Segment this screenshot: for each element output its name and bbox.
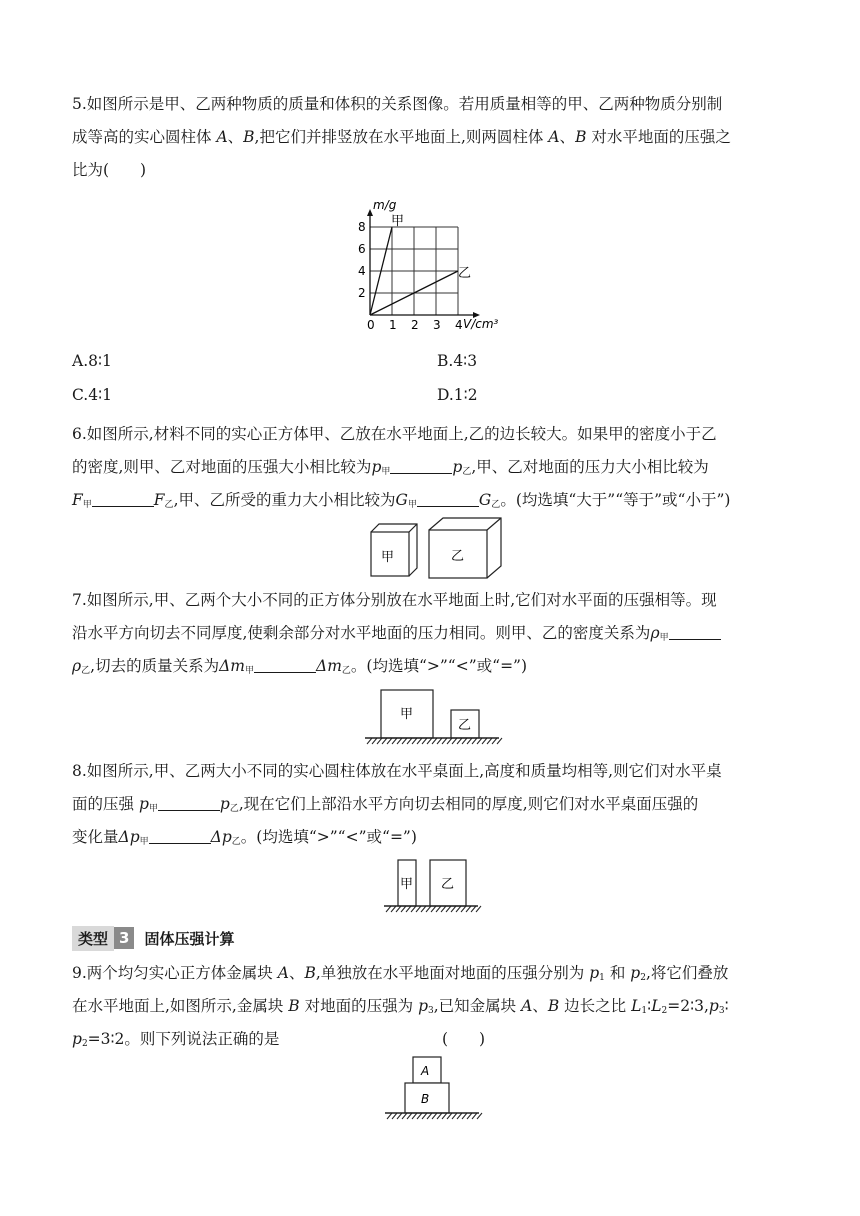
mass-volume-chart xyxy=(345,195,505,340)
hatch-line xyxy=(397,1113,402,1119)
q5-option-c[interactable]: C.4∶1 xyxy=(72,386,112,404)
hatch-line xyxy=(441,906,446,912)
hatch-line xyxy=(407,1113,412,1119)
q8-figure xyxy=(382,858,482,916)
cube-label-yi: 乙 xyxy=(451,549,465,564)
q8-line1: 8.如图所示,甲、乙两大小不同的实心圆柱体放在水平桌面上,高度和质量均相等,则它们对水平桌 xyxy=(72,762,722,780)
block-label-yi: 乙 xyxy=(458,718,472,733)
y-tick-label: 6 xyxy=(358,242,366,256)
q7-figure xyxy=(363,688,503,746)
hatch-line xyxy=(482,738,487,744)
hatch-line xyxy=(462,738,467,744)
q9-line2: 在水平地面上,如图所示,金属块 B 对地面的压强为 $p_3$,已知金属块 A、B 边长之比 $L_1∶L_2=2∶3,p_3∶$ xyxy=(72,997,729,1016)
y-tick-label: 2 xyxy=(358,286,366,300)
hatch-line xyxy=(412,1113,417,1119)
hatch-line xyxy=(456,906,461,912)
hatch-line xyxy=(386,906,391,912)
section-label: 类型 xyxy=(72,926,114,951)
hatch-line xyxy=(426,906,431,912)
ground-hatch xyxy=(387,1113,482,1119)
hatch-line xyxy=(452,738,457,744)
q5-line3: 比为( ) xyxy=(72,161,147,179)
hatch-line xyxy=(451,906,456,912)
cylinder-label-jia: 甲 xyxy=(400,877,414,892)
hatch-line xyxy=(497,738,502,744)
q7-line3: $\rho_乙$,切去的质量关系为$\Delta m_甲$ $\Delta m_乙$。(均选填“>”“<”或“=”) xyxy=(72,657,528,676)
hatch-line xyxy=(452,1113,457,1119)
x-tick-label: 1 xyxy=(389,318,397,332)
hatch-line xyxy=(476,906,481,912)
hatch-line xyxy=(442,1113,447,1119)
hatch-line xyxy=(477,1113,482,1119)
q6-blank-2[interactable] xyxy=(92,492,154,507)
x-tick-label: 3 xyxy=(433,318,441,332)
hatch-line xyxy=(447,1113,452,1119)
y-tick-label: 8 xyxy=(358,220,366,234)
cylinder-label-yi: 乙 xyxy=(441,877,455,892)
hatch-line xyxy=(487,738,492,744)
x-tick-label: 2 xyxy=(411,318,419,332)
hatch-line xyxy=(422,1113,427,1119)
hatch-line xyxy=(446,906,451,912)
q6-blank-1[interactable] xyxy=(390,459,452,474)
hatch-line xyxy=(457,738,462,744)
hatch-line xyxy=(427,1113,432,1119)
x-tick-label: 0 xyxy=(367,318,375,332)
hatch-line xyxy=(471,906,476,912)
q5-option-d[interactable]: D.1∶2 xyxy=(437,386,478,404)
hatch-line xyxy=(467,738,472,744)
chart-axes xyxy=(367,209,480,318)
q5-option-a[interactable]: A.8∶1 xyxy=(72,352,112,370)
hatch-line xyxy=(402,738,407,744)
hatch-line xyxy=(437,738,442,744)
hatch-line xyxy=(396,906,401,912)
hatch-line xyxy=(411,906,416,912)
q6-line3: $F_甲$ $F_乙$,甲、乙所受的重力大小相比较为$G_甲$ $G_乙$。(均选填“大于”“等于”或“小于”) xyxy=(72,491,731,510)
q6-line2: 的密度,则甲、乙对地面的压强大小相比较为$p_甲$ $p_乙$,甲、乙对地面的压力大小相比较为 xyxy=(72,458,709,477)
block-label-b: B xyxy=(421,1092,430,1106)
hatch-line xyxy=(387,1113,392,1119)
hatch-line xyxy=(401,906,406,912)
cube-label-jia: 甲 xyxy=(381,550,395,565)
hatch-line xyxy=(432,738,437,744)
hatch-line xyxy=(442,738,447,744)
hatch-line xyxy=(467,1113,472,1119)
q7-blank-2[interactable] xyxy=(254,658,316,673)
hatch-line xyxy=(422,738,427,744)
q8-blank-2[interactable] xyxy=(149,829,211,844)
hatch-line xyxy=(436,906,441,912)
y-tick-label: 4 xyxy=(358,264,366,278)
q9-line1: 9.两个均匀实心正方体金属块 A、B,单独放在水平地面对地面的压强分别为 $p_1$ 和 $p_2$,将它们叠放 xyxy=(72,964,729,983)
hatch-line xyxy=(372,738,377,744)
hatch-line xyxy=(392,738,397,744)
hatch-line xyxy=(387,738,392,744)
hatch-line xyxy=(431,906,436,912)
hatch-line xyxy=(447,738,452,744)
section-title: 固体压强计算 xyxy=(144,929,235,948)
section-number: 3 xyxy=(114,927,134,949)
hatch-line xyxy=(457,1113,462,1119)
hatch-line xyxy=(402,1113,407,1119)
block-label-a: A xyxy=(421,1064,430,1078)
q5-option-b[interactable]: B.4∶3 xyxy=(437,352,478,370)
q8-line3: 变化量$\Delta p_甲$ $\Delta p_乙$。(均选填“>”“<”或“=”) xyxy=(72,828,417,847)
hatch-line xyxy=(412,738,417,744)
block-label-jia: 甲 xyxy=(400,707,414,722)
hatch-line xyxy=(417,738,422,744)
hatch-line xyxy=(466,906,471,912)
hatch-line xyxy=(406,906,411,912)
hatch-line xyxy=(432,1113,437,1119)
q9-figure xyxy=(383,1055,483,1121)
hatch-line xyxy=(461,906,466,912)
hatch-line xyxy=(437,1113,442,1119)
hatch-line xyxy=(397,738,402,744)
section-header xyxy=(72,926,234,950)
q7-line1: 7.如图所示,甲、乙两个大小不同的正方体分别放在水平地面上时,它们对水平面的压强相等。现 xyxy=(72,591,717,609)
chart-grid xyxy=(370,227,458,315)
y-axis-label: m/g xyxy=(373,198,397,212)
q9-line3: $p_2=3∶2$。则下列说法正确的是 ( ) xyxy=(72,1030,486,1049)
hatch-line xyxy=(477,738,482,744)
q8-line2: 面的压强 $p_甲$ $p_乙$,现在它们上部沿水平方向切去相同的厚度,则它们对水平桌面压强的 xyxy=(72,795,699,814)
hatch-line xyxy=(367,738,372,744)
q6-line1: 6.如图所示,材料不同的实心正方体甲、乙放在水平地面上,乙的边长较大。如果甲的密度小于乙 xyxy=(72,425,717,443)
q8-blank-1[interactable] xyxy=(158,796,220,811)
ground-hatch xyxy=(386,906,481,912)
hatch-line xyxy=(417,1113,422,1119)
q6-cubes-figure xyxy=(365,516,505,582)
series-label-jia: 甲 xyxy=(391,214,405,229)
hatch-line xyxy=(421,906,426,912)
x-tick-label: 4 xyxy=(455,318,463,332)
q5-line1: 5.如图所示是甲、乙两种物质的质量和体积的关系图像。若用质量相等的甲、乙两种物质分别制 xyxy=(72,95,723,113)
hatch-line xyxy=(492,738,497,744)
hatch-line xyxy=(407,738,412,744)
ground-hatch xyxy=(367,738,502,744)
hatch-line xyxy=(472,738,477,744)
hatch-line xyxy=(391,906,396,912)
hatch-line xyxy=(472,1113,477,1119)
hatch-line xyxy=(377,738,382,744)
hatch-line xyxy=(382,738,387,744)
hatch-line xyxy=(462,1113,467,1119)
q6-blank-3[interactable] xyxy=(417,492,479,507)
x-axis-label: V/cm³ xyxy=(463,317,499,331)
hatch-line xyxy=(392,1113,397,1119)
q7-line2: 沿水平方向切去不同厚度,使剩余部分对水平地面的压力相同。则甲、乙的密度关系为$\rho_甲$ xyxy=(72,618,792,654)
q7-blank-1[interactable] xyxy=(669,625,721,640)
hatch-line xyxy=(416,906,421,912)
series-label-yi: 乙 xyxy=(458,266,472,281)
q5-line2: 成等高的实心圆柱体 A、B,把它们并排竖放在水平地面上,则两圆柱体 A、B 对水平地面的压强之 xyxy=(72,128,731,146)
hatch-line xyxy=(427,738,432,744)
